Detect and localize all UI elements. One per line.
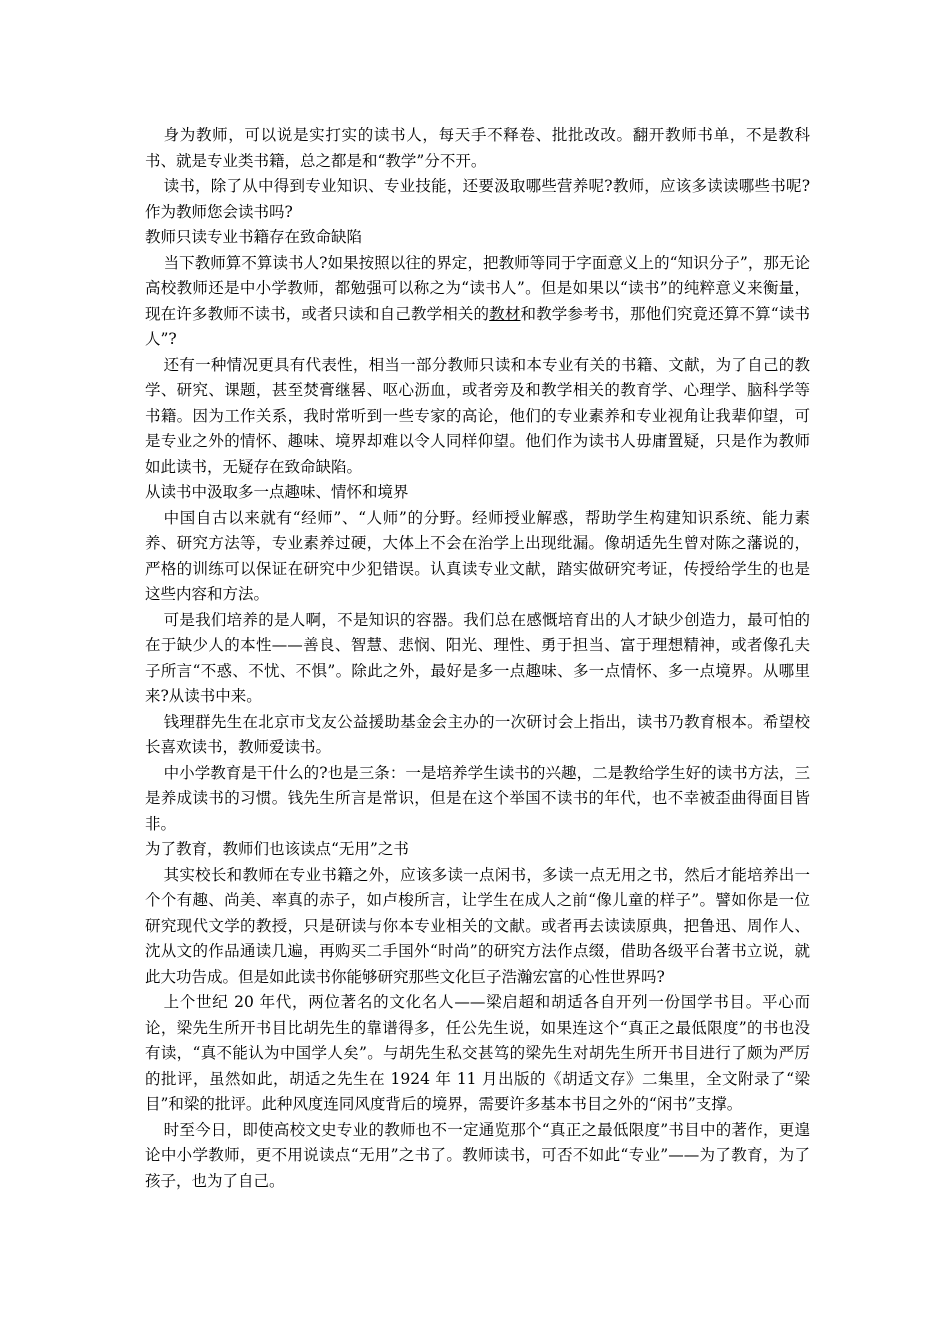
paragraph-book-lists: 上个世纪 20 年代，两位著名的文化名人——梁启超和胡适各自开列一份国学书目。平心而论，梁先生所开书目比胡先生的靠谱得多，任公先生说，如果连这个“真正之最低限度”的书也没有读，“真不能认为中国学人矣”。与胡先生私交甚笃的梁先生对胡先生所开书目进行了颇为严厉的批评，虽然如此，胡适之先生在 1924 年 11 月出版的《胡适文存》二集里，全文附录了“梁目”和梁的批评。此种风度连同风度背后的境界，需要许多基本书目之外的“闲书”支撑。 [145,993,810,1113]
section-heading-2: 从读书中汲取多一点趣味、情怀和境界 [145,483,409,501]
paragraph-teachers: 中国自古以来就有“经师”、“人师”的分野。经师授业解惑，帮助学生构建知识系统、能力素养、研究方法等，专业素养过硬，大体上不会在治学上出现纰漏。像胡适先生曾对陈之藩说的，严格的训练可以保证在研究中少犯错误。认真读专业文献，踏实做研究考证，传授给学生的也是这些内容和方法。 [145,508,810,603]
document-body [145,123,810,1194]
paragraph-text-part: 当下教师算不算读书人?如果按照以往的界定，把教师等同于字面意义上的“知识分子”，那无论高校教师还是中小学教师，都勉强可以称之为“读书人”。但是如果以“读书”的纯粹意义来衡量，现在许多教师不读书，或者只读和自己教学相关的 [145,253,810,323]
section-heading-3: 为了教育，教师们也该读点“无用”之书 [145,840,409,858]
paragraph-conclusion: 时至今日，即使高校文史专业的教师也不一定通览那个“真正之最低限度”书目中的著作，更遑论中小学教师，更不用说读点“无用”之书了。教师读书，可否不如此“专业”——为了教育，为了孩子，也为了自己。 [145,1120,810,1190]
textbook-link[interactable]: 教材 [489,304,521,323]
paragraph-text-part: 和教学参考书，那他们究竟还算不算“读书人”? [145,304,810,348]
paragraph-qian-liqun: 钱理群先生在北京市戈友公益援助基金会主办的一次研讨会上指出，读书乃教育根本。希望校长喜欢读书，教师爱读书。 [145,712,810,756]
paragraph-education-purpose: 中小学教育是干什么的?也是三条：一是培养学生读书的兴趣，二是教给学生好的读书方法，三是养成读书的习惯。钱先生所言是常识，但是在这个举国不读书的年代，也不幸被歪曲得面目皆非。 [145,763,810,833]
paragraph-question: 读书，除了从中得到专业知识、专业技能，还要汲取哪些营养呢?教师，应该多读读哪些书呢?作为教师您会读书吗? [145,177,810,221]
paragraph-specialists: 还有一种情况更具有代表性，相当一部分教师只读和本专业有关的书籍、文献，为了自己的教学、研究、课题，甚至焚膏继晷、呕心沥血，或者旁及和教学相关的教育学、心理学、脑科学等书籍。因为工作关系，我时常听到一些专家的高论，他们的专业素养和专业视角让我辈仰望，可是专业之外的情怀、趣味、境界却难以令人同样仰望。他们作为读书人毋庸置疑，只是作为教师如此读书，无疑存在致命缺陷。 [145,355,810,476]
section-heading-1: 教师只读专业书籍存在致命缺陷 [145,228,363,246]
paragraph-human-nature: 可是我们培养的是人啊，不是知识的容器。我们总在感慨培育出的人才缺少创造力，最可怕的在于缺少人的本性——善良、智慧、悲悯、阳光、理性、勇于担当、富于理想精神，或者像孔夫子所言“不惑、不忧、不惧”。除此之外，最好是多一点趣味、多一点情怀、多一点境界。从哪里来?从读书中来。 [145,610,810,705]
paragraph-idle-books: 其实校长和教师在专业书籍之外，应该多读一点闲书，多读一点无用之书，然后才能培养出一个个有趣、尚美、率真的赤子，如卢梭所言，让学生在成人之前“像儿童的样子”。譬如你是一位研究现代文学的教授，只是研读与你本专业相关的文献。或者再去读读原典，把鲁迅、周作人、沈从文的作品通读几遍，再购买二手国外“时尚”的研究方法作点缀，借助各级平台著书立说，就此大功告成。但是如此读书你能够研究那些文化巨子浩瀚宏富的心性世界吗? [145,865,810,986]
paragraph-reader-definition [145,251,810,353]
paragraph-intro: 身为教师，可以说是实打实的读书人，每天手不释卷、批批改改。翻开教师书单，不是教科书、就是专业类书籍，总之都是和“教学”分不开。 [145,126,810,170]
